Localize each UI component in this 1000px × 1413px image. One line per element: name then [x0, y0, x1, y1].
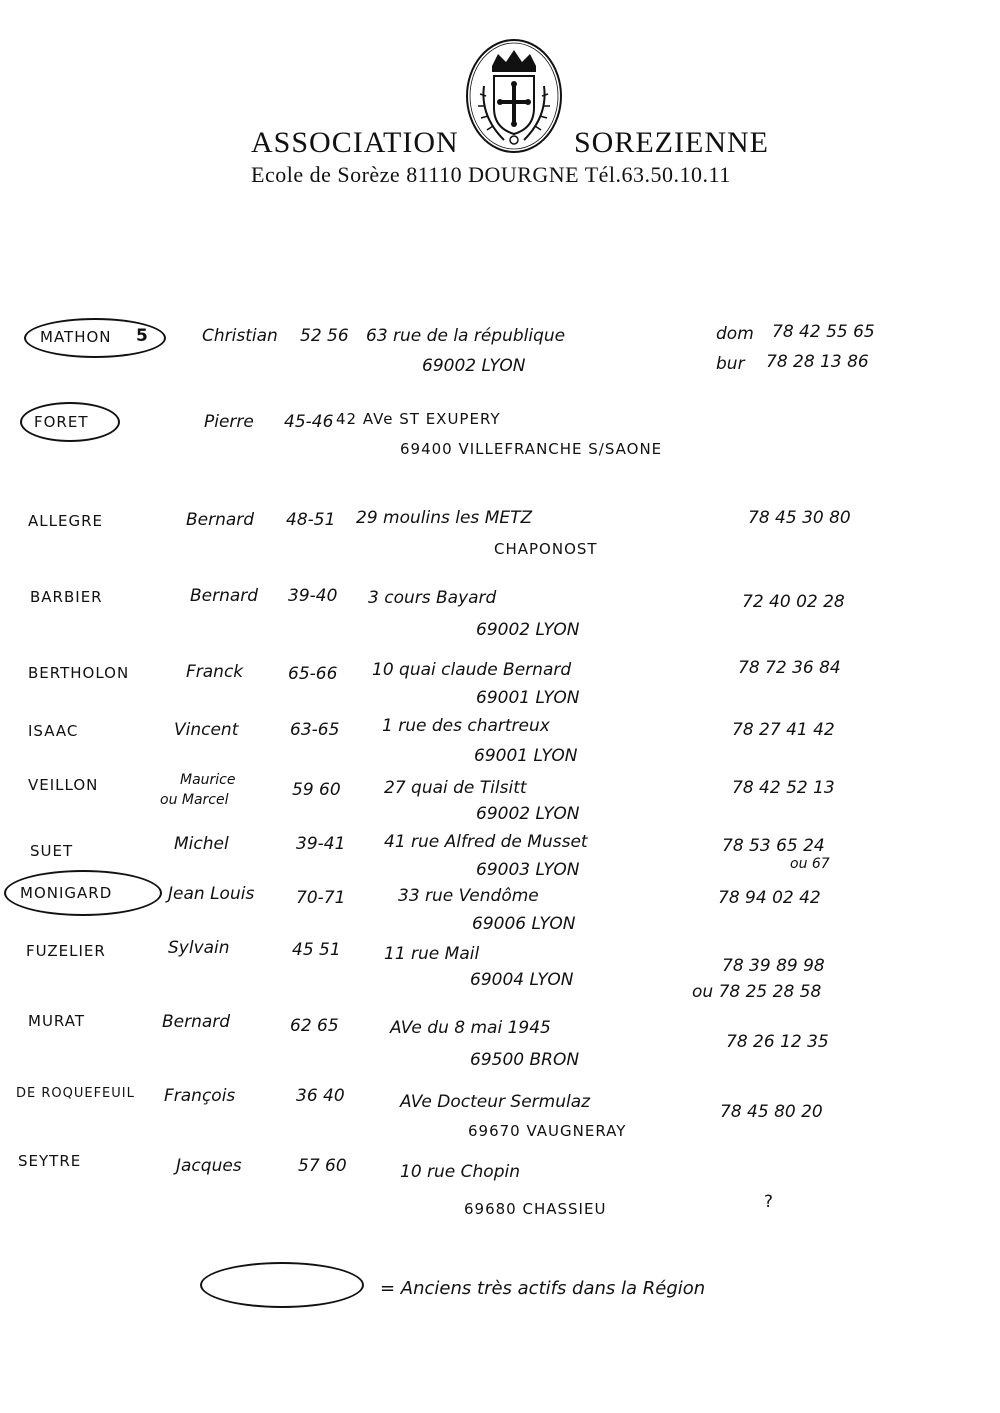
phone: 78 94 02 42	[718, 888, 821, 908]
years: 70-71	[296, 888, 346, 908]
address-line-1: 63 rue de la république	[366, 326, 566, 346]
address-line-1: 11 rue Mail	[384, 944, 480, 964]
first-name: François	[164, 1086, 236, 1106]
address-line-1: AVe du 8 mai 1945	[390, 1018, 551, 1038]
address-line-2: 69002 LYON	[422, 356, 526, 376]
address-line-1: 41 rue Alfred de Musset	[384, 832, 588, 852]
address-line-2: 69400 VILLEFRANCHE S/SAONE	[400, 440, 663, 458]
surname: ISAAC	[28, 722, 79, 740]
phone: 72 40 02 28	[742, 592, 845, 612]
first-name: Michel	[174, 834, 229, 854]
legend-oval	[200, 1262, 364, 1308]
first-name: Vincent	[174, 720, 239, 740]
phone-alt: ou 78 25 28 58	[692, 982, 822, 1002]
years: 59 60	[292, 780, 341, 800]
crest-logo-icon	[464, 36, 564, 154]
association-name-left: ASSOCIATION	[251, 126, 459, 159]
phone: 78 42 52 13	[732, 778, 835, 798]
phone-alt: ou 67	[790, 856, 830, 872]
phone: ?	[764, 1192, 774, 1212]
phone: 78 45 30 80	[748, 508, 851, 528]
surname: SEYTRE	[18, 1152, 82, 1170]
years: 65-66	[288, 664, 338, 684]
mark: 5	[136, 326, 148, 346]
surname: MONIGARD	[20, 884, 113, 902]
legend-text: = Anciens très actifs dans la Région	[380, 1278, 706, 1299]
phone: 78 27 41 42	[732, 720, 835, 740]
address-line-2: 69001 LYON	[476, 688, 580, 708]
address-line-1: 1 rue des chartreux	[382, 716, 550, 736]
address-line-2: 69004 LYON	[470, 970, 574, 990]
phone: 78 39 89 98	[722, 956, 825, 976]
years: 45 51	[292, 940, 341, 960]
years: 63-65	[290, 720, 340, 740]
phone: 78 45 80 20	[720, 1102, 823, 1122]
first-name: Pierre	[204, 412, 254, 432]
address-line-2: 69680 CHASSIEU	[464, 1200, 607, 1218]
surname: DE ROQUEFEUIL	[16, 1086, 135, 1101]
first-name: Christian	[202, 326, 278, 346]
years: 45-46	[284, 412, 334, 432]
years: 52 56	[300, 326, 349, 346]
address-line-1: 3 cours Bayard	[368, 588, 497, 608]
surname: FORET	[34, 413, 89, 431]
address-line-2: 69002 LYON	[476, 620, 580, 640]
address-line-2: 69006 LYON	[472, 914, 576, 934]
surname: VEILLON	[28, 776, 99, 794]
years: 57 60	[298, 1156, 347, 1176]
first-name: Bernard	[186, 510, 255, 530]
surname: MATHON	[40, 328, 112, 346]
address-line-1: 10 rue Chopin	[400, 1162, 520, 1182]
address-line-2: 69500 BRON	[470, 1050, 580, 1070]
phone: 78 26 12 35	[726, 1032, 829, 1052]
surname: FUZELIER	[26, 942, 106, 960]
address-line-2: 69003 LYON	[476, 860, 580, 880]
address-line-2: CHAPONOST	[494, 540, 598, 558]
phone-label: dom	[716, 324, 754, 344]
phone: 78 53 65 24	[722, 836, 825, 856]
surname: BERTHOLON	[28, 664, 130, 682]
address-line-2: 69670 VAUGNERAY	[468, 1122, 627, 1140]
address-line-1: 29 moulins les METZ	[356, 508, 533, 528]
first-name: Franck	[186, 662, 244, 682]
phone: 78 72 36 84	[738, 658, 841, 678]
years: 36 40	[296, 1086, 345, 1106]
first-name: Bernard	[162, 1012, 231, 1032]
phone: 78 42 55 65	[772, 322, 875, 342]
years: 62 65	[290, 1016, 339, 1036]
address-line-2: 69001 LYON	[474, 746, 578, 766]
phone: 78 28 13 86	[766, 352, 869, 372]
first-name: Maurice	[180, 772, 236, 788]
address-line-2: 69002 LYON	[476, 804, 580, 824]
first-name: Bernard	[190, 586, 259, 606]
years: 39-40	[288, 586, 338, 606]
association-name-right: SOREZIENNE	[574, 126, 769, 159]
address-line-1: 27 quai de Tilsitt	[384, 778, 527, 798]
address-line-1: 42 AVe ST EXUPERY	[336, 410, 501, 428]
first-name: Jean Louis	[168, 884, 255, 904]
address-line-1: AVe Docteur Sermulaz	[400, 1092, 591, 1112]
first-name: Sylvain	[168, 938, 230, 958]
address-line-1: 10 quai claude Bernard	[372, 660, 572, 680]
surname: SUET	[30, 842, 74, 860]
first-name-alt: ou Marcel	[160, 792, 229, 808]
surname: MURAT	[28, 1012, 85, 1030]
letterhead-address: Ecole de Sorèze 81110 DOURGNE Tél.63.50.10.11	[251, 162, 731, 187]
surname: BARBIER	[30, 588, 103, 606]
years: 48-51	[286, 510, 336, 530]
phone-label: bur	[716, 354, 745, 374]
surname: ALLEGRE	[28, 512, 103, 530]
address-line-1: 33 rue Vendôme	[398, 886, 539, 906]
first-name: Jacques	[176, 1156, 242, 1176]
years: 39-41	[296, 834, 346, 854]
